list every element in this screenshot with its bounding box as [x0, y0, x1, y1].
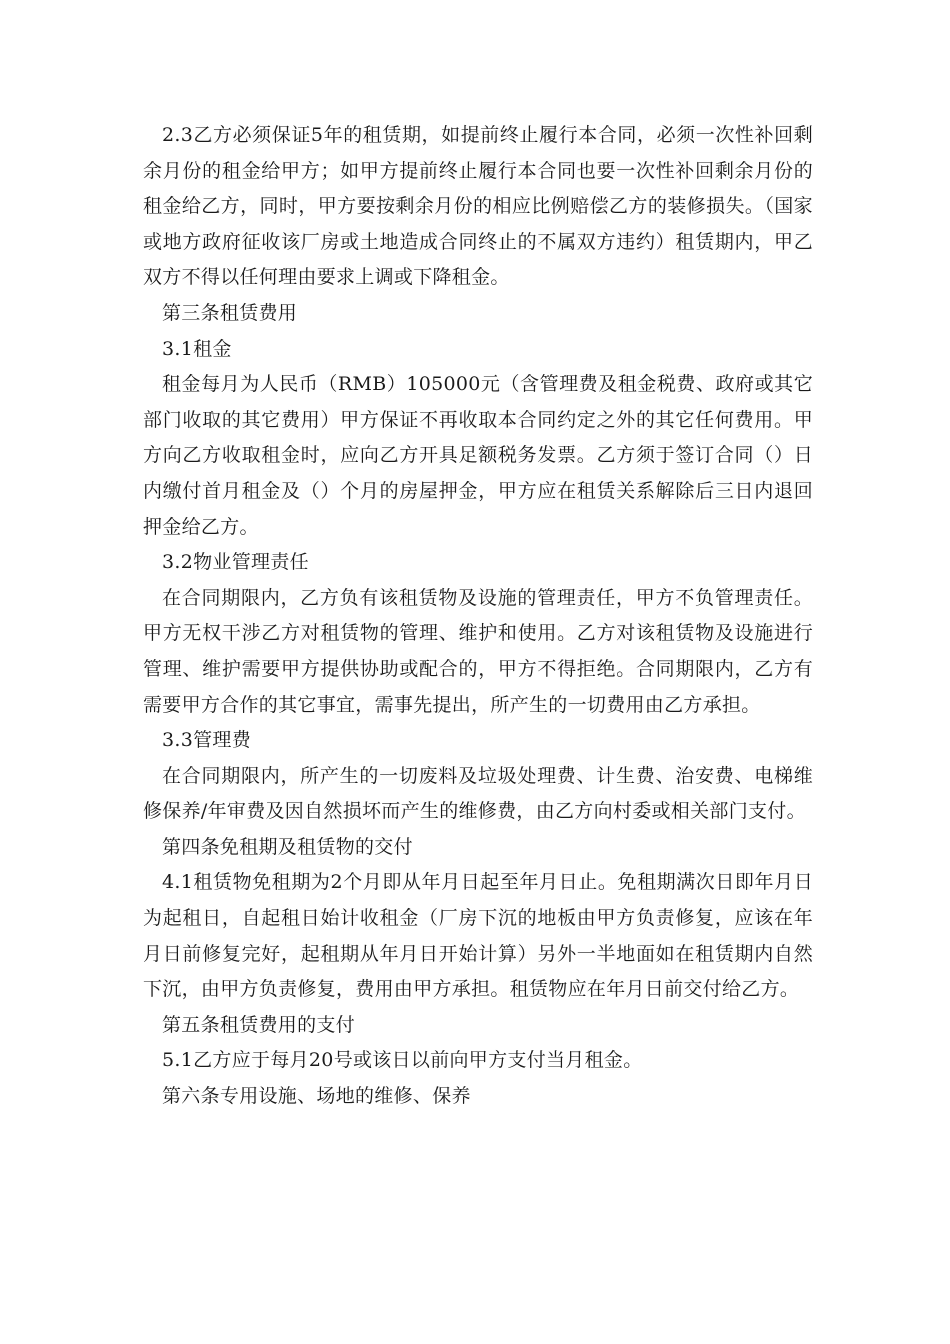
clause-2-3-paragraph: 2.3乙方必须保证5年的租赁期，如提前终止履行本合同，必须一次性补回剩余月份的租金给甲方；如甲方提前终止履行本合同也要一次性补回剩余月份的租金给乙方，同时，甲方要按剩余月份的相应比例赔偿乙方的装修损失。（国家或地方政府征收该厂房或土地造成合同终止的不属双方违约）租赁期内，甲乙双方不得以任何理由要求上调或下降租金。: [143, 124, 813, 289]
clause-3-3-heading: 3.3管理费: [162, 729, 252, 752]
clause-3-1-heading: 3.1租金: [162, 337, 232, 360]
clause-5-1-paragraph: 5.1乙方应于每月20号或该日以前向甲方支付当月租金。: [162, 1049, 643, 1072]
property-management-paragraph: 在合同期限内，乙方负有该租赁物及设施的管理责任，甲方不负管理责任。甲方无权干涉乙方对租赁物的管理、维护和使用。乙方对该租赁物及设施进行管理、维护需要甲方提供协助或配合的，甲方不得拒绝。合同期限内，乙方有需要甲方合作的其它事宜，需事先提出，所产生的一切费用由乙方承担。: [143, 586, 813, 716]
clause-3-2-heading: 3.2物业管理责任: [162, 551, 309, 574]
article-4-heading: 第四条免租期及租赁物的交付: [162, 835, 413, 858]
clause-4-1-paragraph: 4.1租赁物免租期为2个月即从年月日起至年月日止。免租期满次日即年月日为起租日，自起租日始计收租金（厂房下沉的地板由甲方负责修复，应该在年月日前修复完好，起租期从年月日开始计算）另外一半地面如在租赁期内自然下沉，由甲方负责修复，费用由甲方承担。租赁物应在年月日前交付给乙方。: [143, 871, 813, 1001]
article-3-heading: 第三条租赁费用: [162, 301, 298, 324]
article-5-heading: 第五条租赁费用的支付: [162, 1013, 356, 1036]
rent-paragraph: 租金每月为人民币（RMB）105000元（含管理费及租金税费、政府或其它部门收取的其它费用）甲方保证不再收取本合同约定之外的其它任何费用。甲方向乙方收取租金时，应向乙方开具足额税务发票。乙方须于签订合同（）日内缴付首月租金及（）个月的房屋押金，甲方应在租赁关系解除后三日内退回押金给乙方。: [143, 373, 813, 538]
management-fee-paragraph: 在合同期限内，所产生的一切废料及垃圾处理费、计生费、治安费、电梯维修保养/年审费及因自然损坏而产生的维修费，由乙方向村委或相关部门支付。: [143, 764, 813, 823]
document-body: [143, 118, 813, 1115]
article-6-heading: 第六条专用设施、场地的维修、保养: [162, 1085, 471, 1108]
